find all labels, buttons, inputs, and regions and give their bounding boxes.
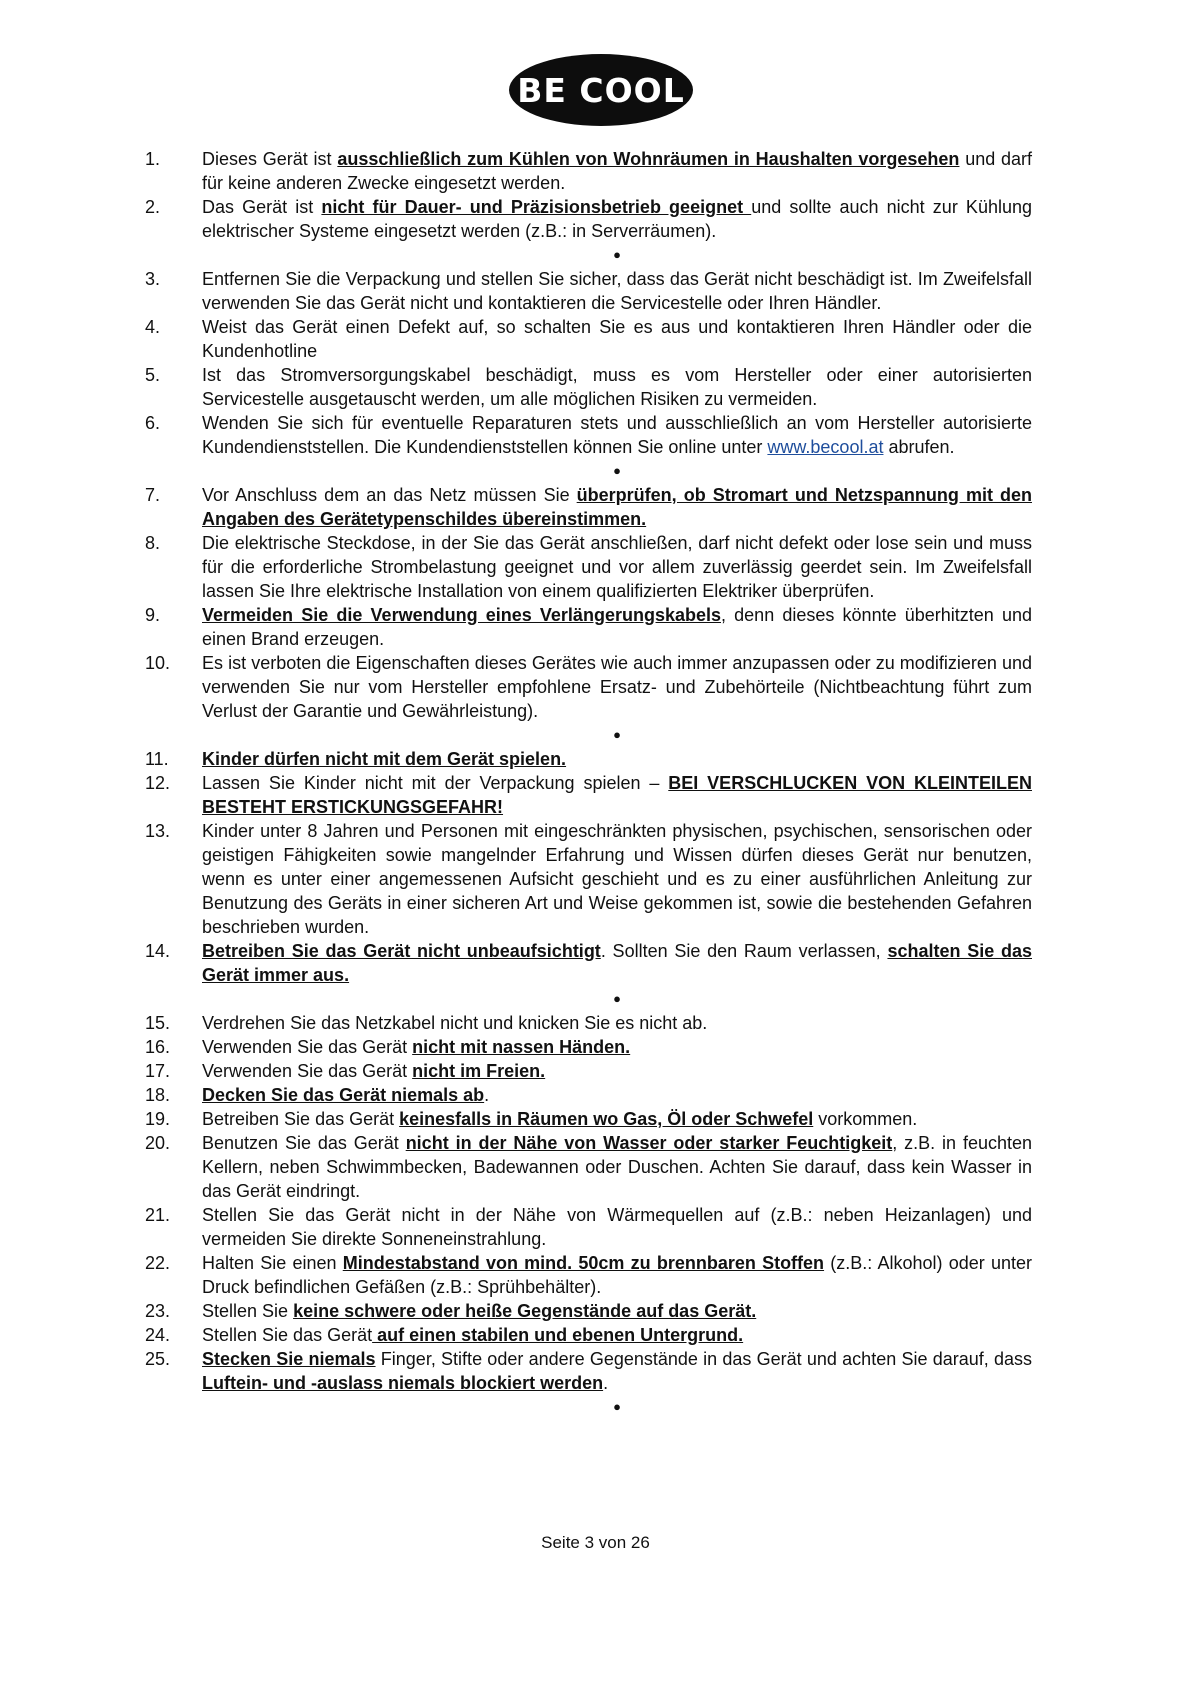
emphasized-text: Mindestabstand von mind. 50cm zu brennbaren Stoffen (342, 1253, 825, 1273)
item-number: 11. (145, 749, 169, 769)
text-run: , denn dieses könnte überhitzten und einen Brand erzeugen. (202, 605, 1033, 649)
be-cool-logo (509, 54, 693, 126)
text-run: , z.B. in feuchten Kellern, neben Schwimmbecken, Badewannen oder Duschen. Achten Sie darauf, dass kein Wasser in das Gerät eindringt. (202, 1133, 1033, 1201)
text-run: Stellen Sie das Gerät (202, 1325, 373, 1345)
list-item (145, 1323, 1032, 1347)
item-number: 14. (145, 941, 171, 961)
item-text (202, 651, 1032, 723)
item-number: 23. (145, 1301, 171, 1321)
text-run: . (603, 1373, 609, 1393)
item-text (202, 747, 1032, 771)
item-number: 1. (145, 149, 161, 169)
text-run: Halten Sie einen (202, 1253, 343, 1273)
text-run: . (484, 1085, 490, 1105)
item-text (202, 195, 1032, 243)
item-number: 17. (145, 1061, 171, 1081)
text-run: (z.B.: Alkohol) oder unter Druck befindlichen Gefäßen (z.B.: Sprühbehälter). (202, 1253, 1033, 1297)
text-run: Weist das Gerät einen Defekt auf, so schalten Sie es aus und kontaktieren Ihren Händler oder die Kundenhotline (202, 317, 1032, 361)
list-item (145, 363, 1032, 411)
text-run: Verwenden Sie das Gerät (202, 1037, 413, 1057)
list-item (145, 1083, 1032, 1107)
text-run: Stellen Sie (202, 1301, 294, 1321)
emphasized-text: ausschließlich zum Kühlen von Wohnräumen in Haushalten vorgesehen (337, 149, 960, 169)
item-number: 15. (145, 1013, 171, 1033)
bullet-separator: ● (613, 727, 621, 742)
item-text (202, 411, 1032, 459)
item-number: 18. (145, 1085, 171, 1105)
emphasized-text: keinesfalls in Räumen wo Gas, Öl oder Schwefel (399, 1109, 814, 1129)
item-text (202, 1251, 1032, 1299)
item-number: 4. (145, 317, 161, 337)
item-number: 10. (145, 653, 171, 673)
item-number: 7. (145, 485, 161, 505)
list-item (145, 1035, 1032, 1059)
emphasized-text: nicht in der Nähe von Wasser oder starker Feuchtigkeit (405, 1133, 893, 1153)
list-item (145, 771, 1032, 819)
emphasized-text: Stecken Sie niemals (202, 1349, 376, 1369)
text-run: abrufen. (883, 437, 955, 457)
text-run: Das Gerät ist (202, 197, 322, 217)
item-number: 5. (145, 365, 161, 385)
list-item (145, 147, 1032, 195)
emphasized-text: auf einen stabilen und ebenen Untergrund. (372, 1325, 744, 1345)
item-text (202, 147, 1032, 195)
item-text (202, 267, 1032, 315)
text-run: Verdrehen Sie das Netzkabel nicht und knicken Sie es nicht ab. (202, 1013, 708, 1033)
text-run: Finger, Stifte oder andere Gegenstände in das Gerät und achten Sie darauf, dass (375, 1349, 1032, 1369)
text-run: und darf für keine anderen Zwecke eingesetzt werden. (202, 149, 1033, 193)
item-text (202, 315, 1032, 363)
list-item (145, 1011, 1032, 1035)
item-number: 6. (145, 413, 161, 433)
list-item (145, 483, 1032, 531)
emphasized-text: Kinder dürfen nicht mit dem Gerät spielen. (202, 749, 567, 769)
item-number: 16. (145, 1037, 171, 1057)
item-text (202, 1011, 1032, 1035)
list-item (145, 651, 1032, 723)
list-item (145, 603, 1032, 651)
logo-text: BE COOL (517, 70, 685, 110)
text-run: Vor Anschluss dem an das Netz müssen Sie (202, 485, 577, 505)
list-item (145, 1059, 1032, 1083)
list-item (145, 1107, 1032, 1131)
text-run: Stellen Sie das Gerät nicht in der Nähe von Wärmequellen auf (z.B.: neben Heizanlagen) und vermeiden Sie direkte Sonneneinstrahlung. (202, 1205, 1032, 1249)
text-run: vorkommen. (813, 1109, 918, 1129)
item-number: 8. (145, 533, 161, 553)
item-text (202, 1059, 1032, 1083)
text-run: Entfernen Sie die Verpackung und stellen Sie sicher, dass das Gerät nicht beschädigt ist. Im Zweifelsfall verwenden Sie das Gerät nicht und kontaktieren die Servicestelle oder Ihren Händler. (202, 269, 1032, 313)
text-run: Benutzen Sie das Gerät (202, 1133, 406, 1153)
item-text (202, 1347, 1032, 1395)
item-number: 13. (145, 821, 171, 841)
text-run: . Sollten Sie den Raum verlassen, (600, 941, 888, 961)
emphasized-text: schalten Sie das Gerät immer aus. (202, 941, 1032, 985)
list-item (145, 1251, 1032, 1299)
item-number: 9. (145, 605, 161, 625)
emphasized-text: keine schwere oder heiße Gegenstände auf das Gerät. (293, 1301, 757, 1321)
list-item (145, 1203, 1032, 1251)
emphasized-text: überprüfen, ob Stromart und Netzspannung mit den Angaben des Gerätetypenschildes übereinstimmen. (202, 485, 1032, 529)
text-run: Kinder unter 8 Jahren und Personen mit eingeschränkten physischen, psychischen, sensorischen oder geistigen Fähigkeiten sowie mangelnder Erfahrung und Wissen dürfen dieses Gerät nur benutzen, wenn es unter einer angemessenen Aufsicht geschieht und es zu einer ausführlichen Anleitung zur Benutzung des Geräts in einer sicheren Art und Weise gekommen ist, sowie die bestehenden Gefahren beschrieben wurden. (202, 821, 1032, 937)
list-item (145, 747, 1032, 771)
item-text (202, 939, 1032, 987)
text-run: Verwenden Sie das Gerät (202, 1061, 413, 1081)
text-run: und sollte auch nicht zur Kühlung elektrischer Systeme eingesetzt werden (z.B.: in Serverräumen). (202, 197, 1032, 241)
emphasized-text: nicht für Dauer- und Präzisionsbetrieb geeignet (321, 197, 752, 217)
item-text (202, 1083, 1032, 1107)
item-text (202, 1131, 1032, 1203)
item-text (202, 819, 1032, 939)
emphasized-text: Luftein- und -auslass niemals blockiert werden (202, 1373, 604, 1393)
list-item (145, 531, 1032, 603)
item-text (202, 483, 1032, 531)
item-number: 19. (145, 1109, 171, 1129)
page-footer: Seite 3 von 26 (541, 1533, 650, 1552)
item-text (202, 1035, 1032, 1059)
list-item (145, 1131, 1032, 1203)
text-run: Ist das Stromversorgungskabel beschädigt, muss es vom Hersteller oder einer autorisierten Servicestelle ausgetauscht werden, um alle möglichen Risiken zu vermeiden. (202, 365, 1032, 409)
list-item (145, 411, 1032, 459)
item-number: 25. (145, 1349, 171, 1369)
text-run: Wenden Sie sich für eventuelle Reparaturen stets und ausschließlich an vom Hersteller autorisierte Kundendienststellen. Die Kundendienststellen können Sie online unter (202, 413, 1032, 457)
item-text (202, 1323, 1032, 1347)
item-number: 22. (145, 1253, 171, 1273)
item-text (202, 1299, 1032, 1323)
text-run: Es ist verboten die Eigenschaften dieses Gerätes wie auch immer anzupassen oder zu modifizieren und verwenden Sie nur vom Hersteller empfohlene Ersatz- und Zubehörteile (Nichtbeachtung führt zum Verlust der Garantie und Gewährleistung). (202, 653, 1032, 721)
item-number: 2. (145, 197, 161, 217)
item-number: 12. (145, 773, 171, 793)
bullet-separator: ● (613, 463, 621, 478)
website-link[interactable]: www.becool.at (767, 437, 884, 457)
item-text (202, 603, 1032, 651)
emphasized-text: Vermeiden Sie die Verwendung eines Verlängerungskabels (202, 605, 721, 625)
list-item (145, 1347, 1032, 1395)
item-number: 24. (145, 1325, 171, 1345)
list-item (145, 819, 1032, 939)
text-run: Dieses Gerät ist (202, 149, 338, 169)
item-text (202, 531, 1032, 603)
list-item (145, 939, 1032, 987)
item-text (202, 1203, 1032, 1251)
bullet-separator: ● (613, 991, 621, 1006)
list-item (145, 315, 1032, 363)
emphasized-text: Betreiben Sie das Gerät nicht unbeaufsichtigt (202, 941, 601, 961)
item-text (202, 1107, 1032, 1131)
list-item (145, 195, 1032, 243)
item-number: 3. (145, 269, 161, 289)
item-text (202, 363, 1032, 411)
list-item (145, 267, 1032, 315)
text-run: Betreiben Sie das Gerät (202, 1109, 400, 1129)
list-item (145, 1299, 1032, 1323)
text-run: Lassen Sie Kinder nicht mit der Verpackung spielen – (202, 773, 669, 793)
bullet-separator: ● (613, 247, 621, 262)
emphasized-text: Decken Sie das Gerät niemals ab (202, 1085, 485, 1105)
item-number: 21. (145, 1205, 171, 1225)
item-number: 20. (145, 1133, 171, 1153)
emphasized-text: nicht mit nassen Händen. (412, 1037, 631, 1057)
item-text (202, 771, 1032, 819)
emphasized-text: nicht im Freien. (412, 1061, 546, 1081)
bullet-separator: ● (613, 1399, 621, 1414)
text-run: Die elektrische Steckdose, in der Sie das Gerät anschließen, darf nicht defekt oder lose sein und muss für die erforderliche Strombelastung geeignet und vor allem zuverlässig geerdet sein. Im Zweifelsfall lassen Sie Ihre elektrische Installation von einem qualifizierten Elektriker überprüfen. (202, 533, 1032, 601)
safety-instructions-list (145, 147, 1032, 1419)
emphasized-text: BEI VERSCHLUCKEN VON KLEINTEILEN BESTEHT ERSTICKUNGSGEFAHR! (202, 773, 1032, 817)
